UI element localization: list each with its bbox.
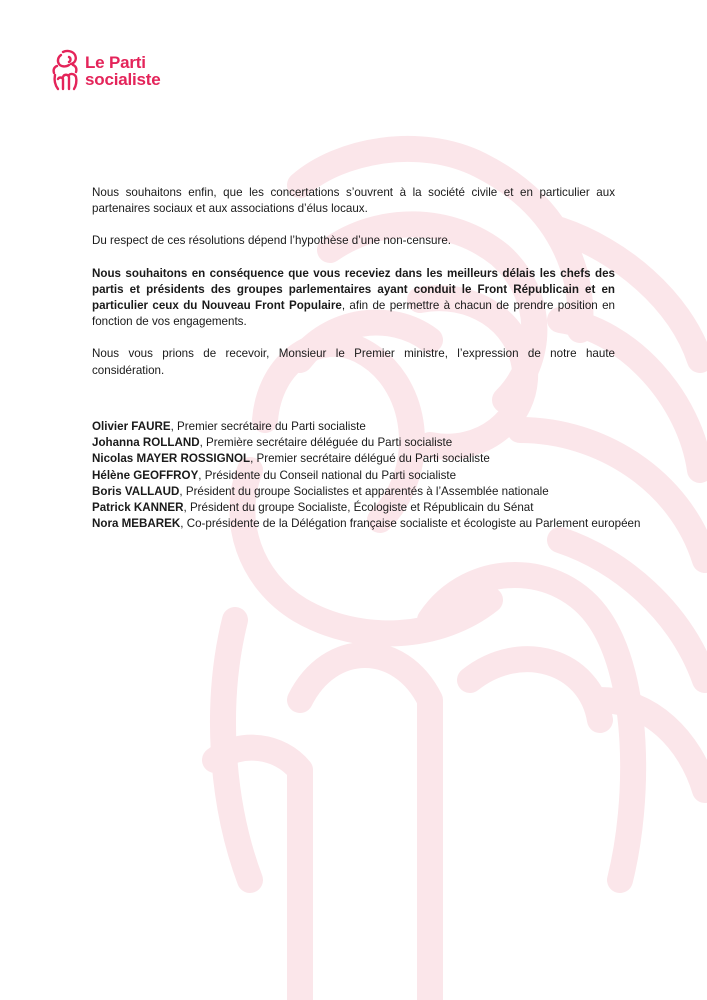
party-name [85, 49, 161, 88]
signatory-title: , Premier secrétaire délégué du Parti socialiste [250, 452, 490, 466]
signatory [92, 468, 692, 484]
party-name-line2: socialiste [85, 70, 161, 89]
signatory-name: Patrick KANNER [92, 501, 184, 515]
signatory [92, 500, 692, 516]
signatory-name: Olivier FAURE [92, 420, 171, 433]
signatory [92, 484, 692, 500]
signatory-title: , Président du groupe Socialistes et apparentés à l’Assemblée nationale [179, 484, 549, 498]
paragraph-closing: Nous vous prions de recevoir, Monsieur le Premier ministre, l’expression de notre haute considération. [92, 347, 615, 377]
party-name-line1: Le Parti [85, 53, 146, 72]
signatory-name: Boris VALLAUD [92, 484, 180, 498]
rose-fist-icon [49, 49, 81, 91]
signatory-title: , Présidente du Conseil national du Parti socialiste [198, 468, 457, 482]
signatory-list [92, 419, 692, 532]
party-logo [49, 49, 161, 91]
signatory [92, 419, 692, 435]
signatory-name: Nora MEBAREK [92, 517, 181, 531]
paragraph-non-censure: Du respect de ces résolutions dépend l’hypothèse d’une non-censure. [92, 234, 451, 248]
signatory [92, 451, 692, 467]
paragraph-request [92, 266, 615, 331]
paragraph-request-bold: Nous souhaitons en conséquence que vous receviez dans les meilleurs délais les chefs des partis et présidents des groupes parlementaires ayant conduit le Front Républicain et en particulier ceux du Nouveau Front Populaire [92, 266, 615, 313]
signatory-name: Nicolas MAYER ROSSIGNOL [92, 452, 251, 466]
signatory-title: , Premier secrétaire du Parti socialiste [170, 420, 366, 433]
signatory-title: , Co-présidente de la Délégation française socialiste et écologiste au Parlement européen [180, 517, 641, 531]
signatory [92, 516, 692, 532]
letter-body [92, 185, 615, 395]
signatory-title: , Président du groupe Socialiste, Écologiste et Républicain du Sénat [183, 501, 534, 515]
paragraph-concertations: Nous souhaitons enfin, que les concertations s’ouvrent à la société civile et en particulier aux partenaires sociaux et aux associations d’élus locaux. [92, 186, 615, 216]
signatory-name: Johanna ROLLAND [92, 436, 200, 450]
signatory-name: Hélène GEOFFROY [92, 468, 199, 482]
signatory [92, 435, 692, 451]
signatory-title: , Première secrétaire déléguée du Parti socialiste [199, 436, 453, 450]
paragraph-request-rest: , afin de permettre à chacun de prendre position en fonction de vos engagements. [92, 299, 615, 329]
